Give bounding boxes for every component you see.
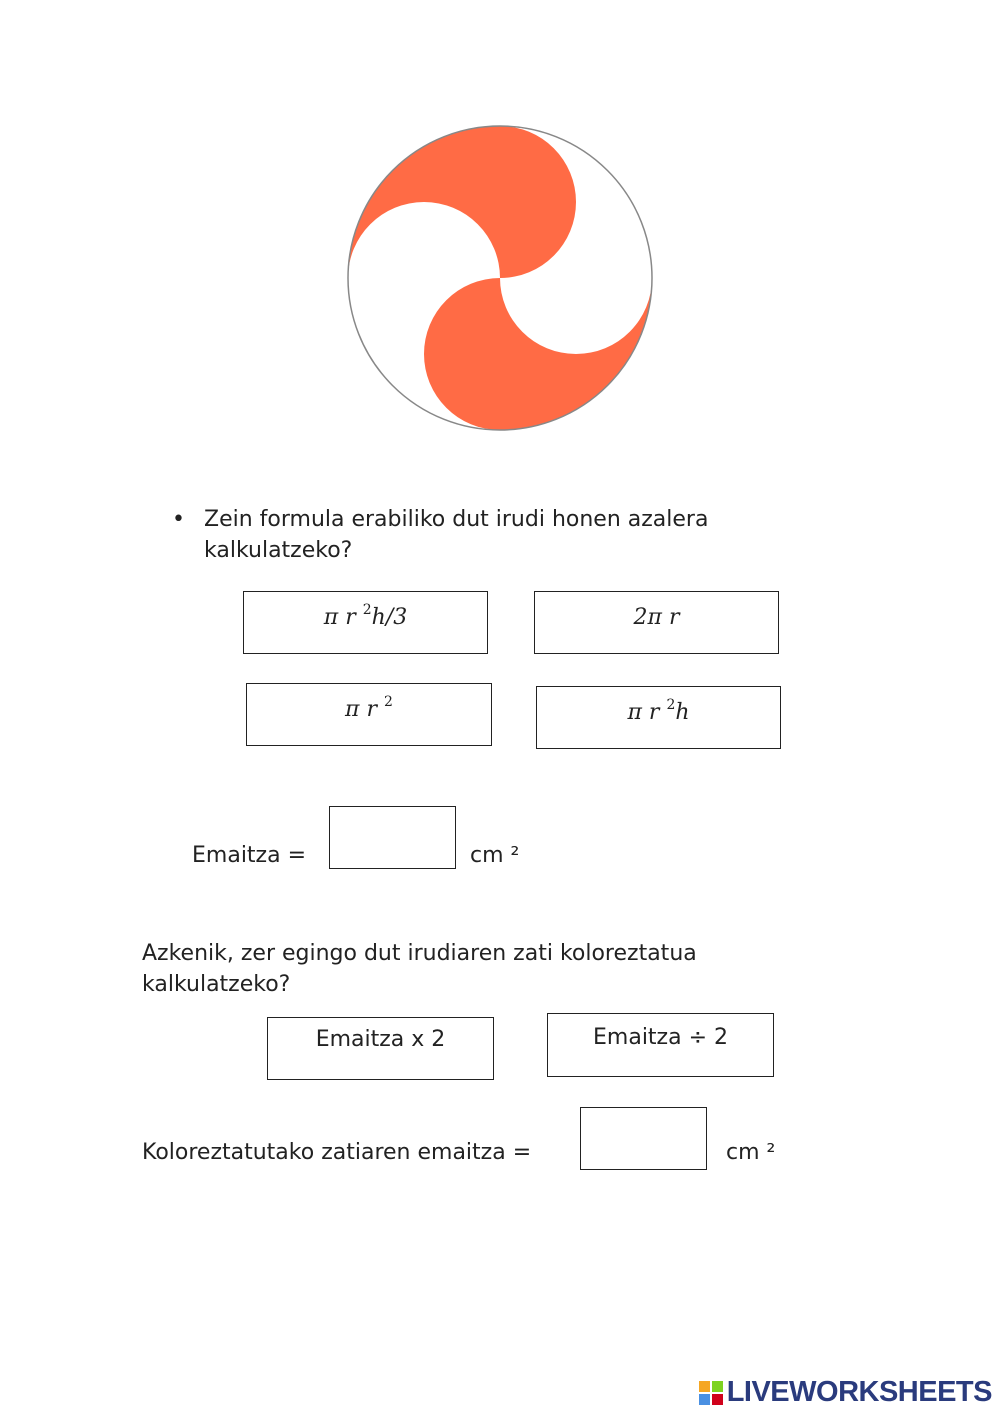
question-2-text: Azkenik, zer egingo dut irudiaren zati koloreztatua kalkulatzeko? [142, 941, 697, 997]
option-cylinder-volume[interactable] [536, 686, 781, 749]
option-cone-volume[interactable] [243, 591, 488, 654]
option-label: Emaitza ÷ 2 [593, 1025, 728, 1050]
logo-mark-icon [699, 1381, 723, 1405]
logo-block [699, 1381, 710, 1392]
result-2-input[interactable] [580, 1107, 707, 1170]
brand-name: LIVEWORKSHEETS [726, 1376, 992, 1408]
logo-block [699, 1394, 710, 1405]
shaded-region-top [348, 126, 576, 278]
option-formula: 2π r [633, 605, 680, 630]
shaded-region-bottom [424, 278, 652, 430]
question-1-text: Zein formula erabiliko dut irudi honen azalera kalkulatzeko? [204, 507, 709, 563]
option-formula: π r $^2$h [627, 697, 690, 725]
option-formula: π r $^2$h/3 [323, 602, 408, 630]
shaded-circle-figure [340, 118, 660, 438]
result-1-input[interactable] [329, 806, 456, 869]
result-2-unit: cm ² [726, 1140, 776, 1165]
liveworksheets-logo [699, 1376, 992, 1409]
option-circle-area[interactable] [246, 683, 492, 746]
option-label: Emaitza x 2 [315, 1027, 446, 1052]
result-1-unit: cm ² [470, 843, 520, 868]
bullet: • [172, 507, 185, 532]
option-circumference[interactable] [534, 591, 779, 654]
result-2-label: Koloreztatutako zatiaren emaitza = [142, 1140, 532, 1165]
option-formula: π r $^2$ [345, 694, 393, 722]
logo-block [712, 1381, 723, 1392]
result-1-label: Emaitza = [192, 843, 307, 868]
logo-block [712, 1394, 723, 1405]
option-divide-2[interactable] [547, 1013, 774, 1077]
option-multiply-2[interactable] [267, 1017, 494, 1080]
circle-diagram [340, 118, 660, 438]
